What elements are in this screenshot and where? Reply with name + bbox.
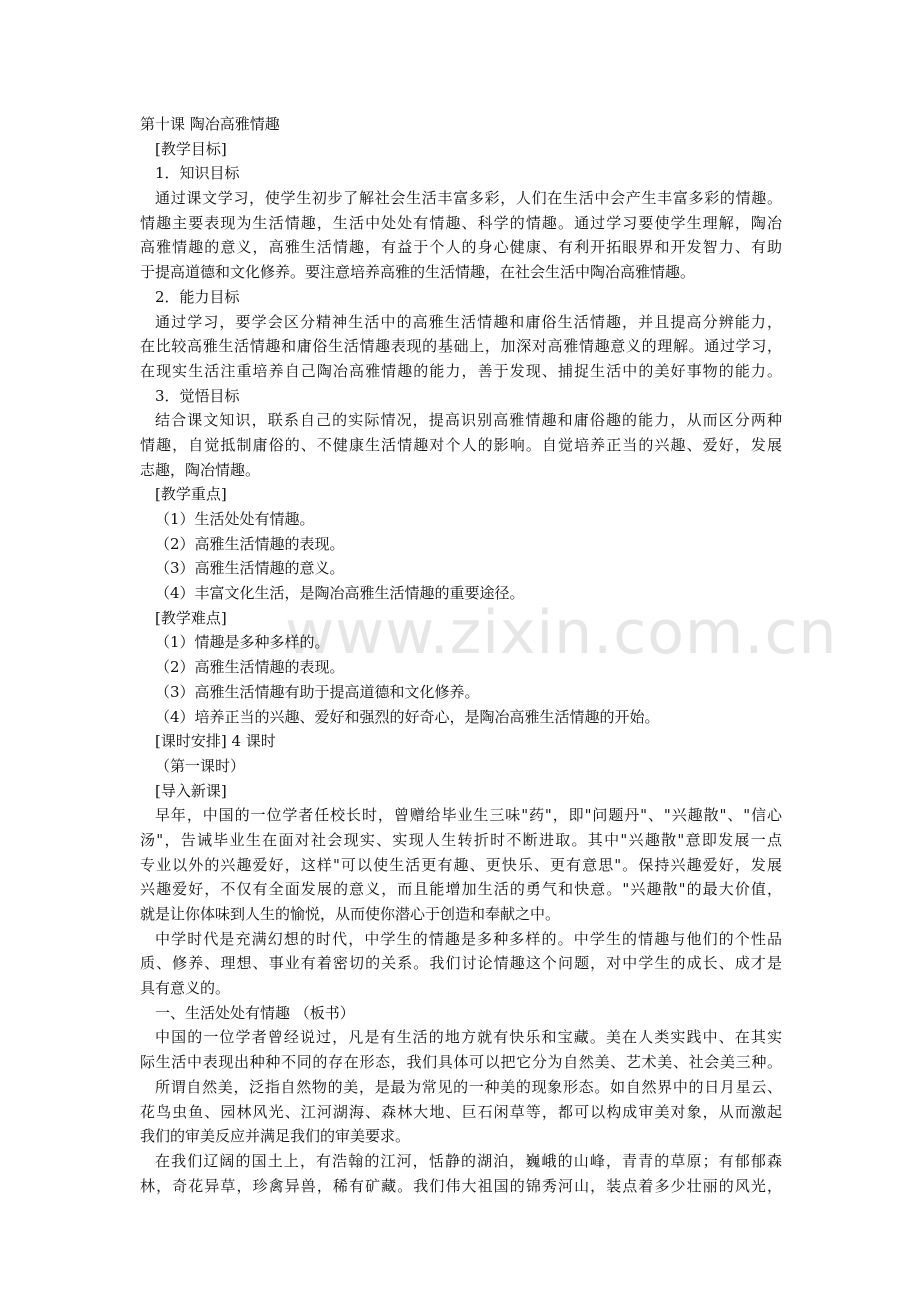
text-line: 第十课 陶冶高雅情趣 <box>140 115 280 133</box>
text-line: 专业以外的兴趣爱好，这样"可以使生活更有趣、更快乐、更有意思"。保持兴趣爱好，发展 <box>140 855 782 874</box>
text-line: 兴趣爱好，不仅有全面发展的意义，而且能增加生活的勇气和快意。"兴趣散"的最大价值， <box>140 880 782 899</box>
text-line: 际生活中表现出种种不同的存在形态，我们具体可以把它分为自然美、艺术美、社会美三种。 <box>140 1053 782 1072</box>
text-line: 2．能力目标 <box>155 287 240 306</box>
text-line: （4）丰富文化生活，是陶冶高雅生活情趣的重要途径。 <box>155 584 525 603</box>
text-line: 在我们辽阔的国土上，有浩翰的江河，恬静的湖泊，巍峨的山峰，青青的草原；有郁郁森 <box>155 1151 782 1170</box>
text-line: 情趣主要表现为生活情趣，生活中处处有情趣、科学的情趣。通过学习要使学生理解，陶冶 <box>140 213 782 232</box>
text-line: 3．觉悟目标 <box>155 386 240 405</box>
text-line: 所谓自然美，泛指自然物的美，是最为常见的一种美的现象形态。如自然界中的日月星云、 <box>155 1077 782 1096</box>
text-line: （2）高雅生活情趣的表现。 <box>155 534 345 553</box>
text-line: [课时安排] 4 课时 <box>155 732 276 751</box>
text-line: 高雅情趣的意义，高雅生活情趣，有益于个人的身心健康、有利开拓眼界和开发智力、有助 <box>140 238 782 257</box>
text-line: （1）生活处处有情趣。 <box>155 510 315 528</box>
text-line: 就是让你体味到人生的愉悦，从而使你潜心于创造和奉献之中。 <box>140 905 561 923</box>
text-line: 通过学习，要学会区分精神生活中的高雅生活情趣和庸俗生活情趣，并且提高分辨能力， <box>155 312 782 331</box>
text-line: （第一课时） <box>155 756 246 775</box>
watermark: www.zixin.com.cn <box>285 598 838 668</box>
text-line: 于提高道德和文化修养。要注意培养高雅的生活情趣，在社会生活中陶冶高雅情趣。 <box>140 263 696 282</box>
text-line: 在现实生活注重培养自己陶冶高雅情趣的能力，善于发现、捕捉生活中的美好事物的能力。 <box>140 361 782 380</box>
document-page <box>140 112 782 1198</box>
text-line: 志趣，陶冶情趣。 <box>140 460 261 479</box>
text-line: （3）高雅生活情趣的意义。 <box>155 559 345 578</box>
text-line: 具有意义的。 <box>140 979 231 998</box>
text-line: （3）高雅生活情趣有助于提高道德和文化修养。 <box>155 682 480 701</box>
text-line: [教学目标] <box>155 139 227 158</box>
text-line: 通过课文学习，使学生初步了解社会生活丰富多彩，人们在生活中会产生丰富多彩的情趣。 <box>155 189 782 208</box>
text-line: [教学重点] <box>155 485 227 504</box>
text-line: 我们的审美反应并满足我们的审美要求。 <box>140 1127 411 1146</box>
text-line: 中国的一位学者曾经说过，凡是有生活的地方就有快乐和宝藏。美在人类实践中、在其实 <box>155 1028 782 1047</box>
text-line: 林，奇花异草，珍禽异兽，稀有矿藏。我们伟大祖国的锦秀河山，装点着多少壮丽的风光， <box>140 1176 782 1195</box>
text-line: 质、修养、理想、事业有着密切的关系。我们讨论情趣这个问题，对中学生的成长、成才是 <box>140 954 782 973</box>
text-line: 一、生活处处有情趣 （板书） <box>155 1003 355 1022</box>
text-line: [教学难点] <box>155 608 227 627</box>
text-line: 中学时代是充满幻想的时代，中学生的情趣是多种多样的。中学生的情趣与他们的个性品 <box>155 929 782 948</box>
text-line: （2）高雅生活情趣的表现。 <box>155 658 345 677</box>
text-line: [导入新课] <box>155 781 227 800</box>
text-line: 花鸟虫鱼、园林风光、江河湖海、森林大地、巨石闲草等，都可以构成审美对象，从而激起 <box>140 1102 782 1121</box>
text-line: 在比较高雅生活情趣和庸俗生活情趣表现的基础上，加深对高雅情趣意义的理解。通过学习， <box>140 337 782 356</box>
text-line: 汤"，告诫毕业生在面对社会现实、实现人生转折时不断进取。其中"兴趣散"意即发展一点 <box>140 830 782 849</box>
text-line: 结合课文知识，联系自己的实际情况，提高识别高雅情趣和庸俗趣的能力，从而区分两种 <box>155 411 782 430</box>
text-line: 情趣，自觉抵制庸俗的、不健康生活情趣对个人的影响。自觉培养正当的兴趣、爱好，发展 <box>140 435 782 454</box>
text-line: 早年，中国的一位学者任校长时，曾赠给毕业生三味"药"，即"问题丹"、"兴趣散"、"信心 <box>155 806 782 825</box>
text-line: （1）情趣是多种多样的。 <box>155 633 330 652</box>
text-line: （4）培养正当的兴趣、爱好和强烈的好奇心，是陶冶高雅生活情趣的开始。 <box>155 707 660 726</box>
text-line: 1．知识目标 <box>155 164 240 183</box>
